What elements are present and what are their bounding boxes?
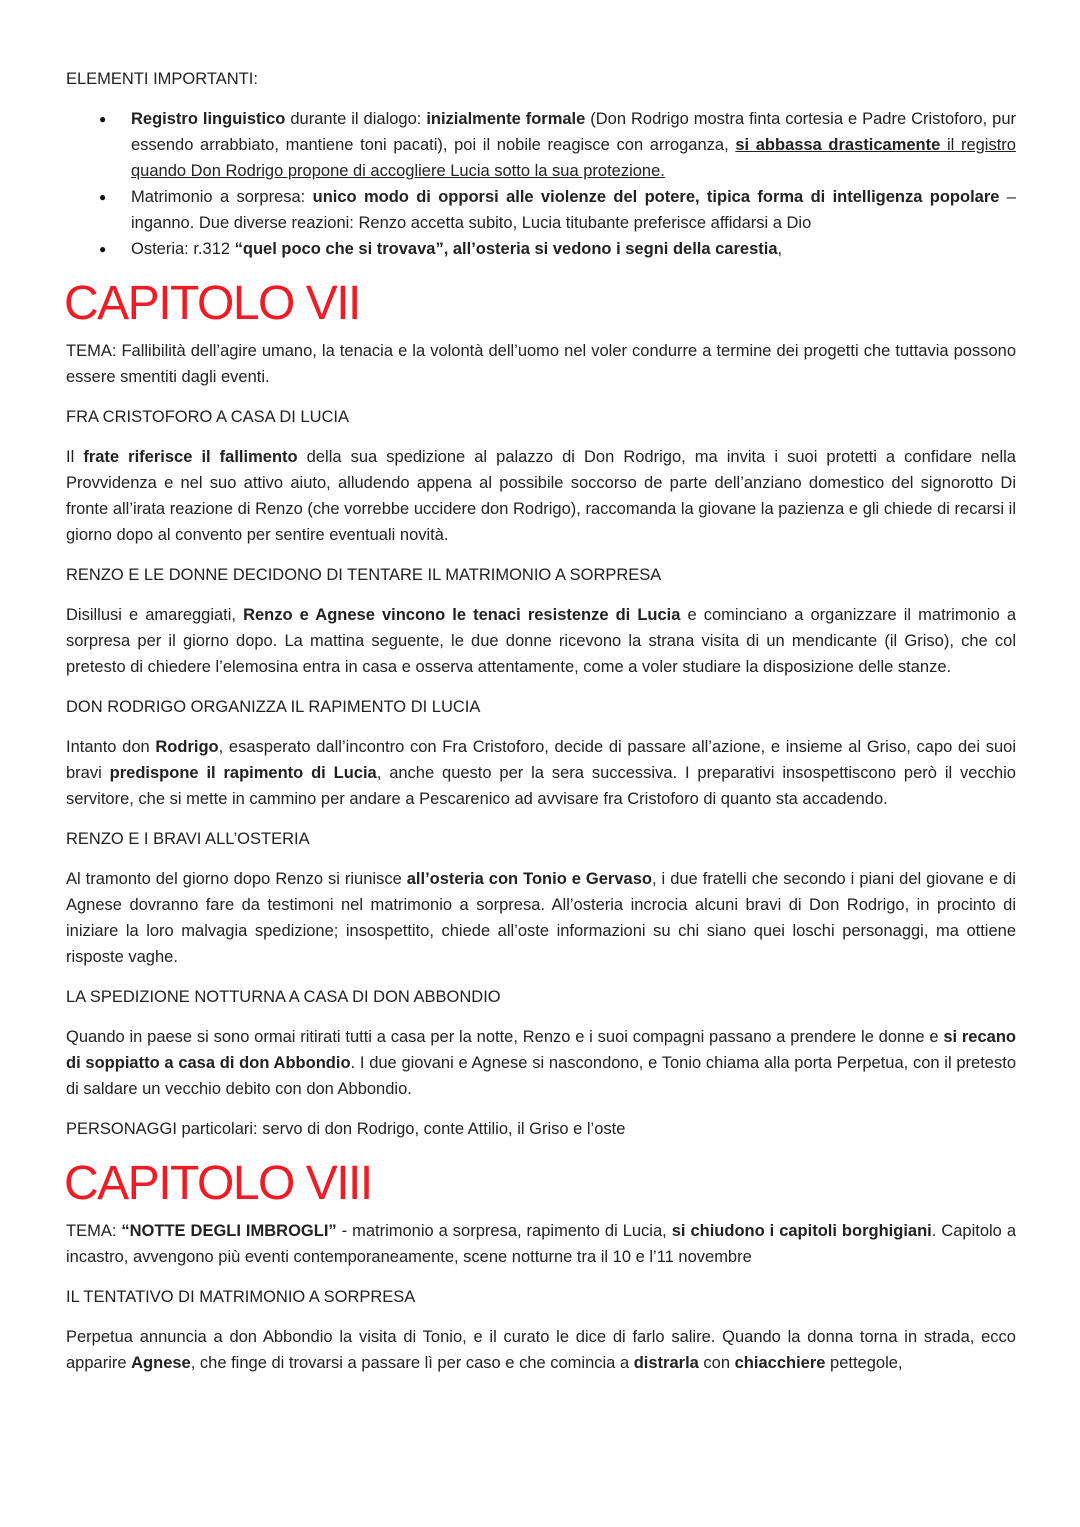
chapter-title: CAPITOLO VII <box>64 277 360 330</box>
text: – inganno. Due diverse reazioni: Renzo accetta subito, Lucia titubante preferisce affidarsi a Dio <box>131 188 1016 232</box>
text: durante il dialogo: <box>285 110 427 128</box>
chapter-title: CAPITOLO VIII <box>64 1157 372 1210</box>
text: Intanto don <box>66 738 156 756</box>
bold-text: Renzo e Agnese vincono le tenaci resistenze di Lucia <box>243 606 681 624</box>
text: e cominciano a organizzare il matrimonio a sorpresa per il giorno dopo. La mattina seguente, le due donne ricevono la strana visita di un mendicante (il Griso), che col pretesto di chiedere l’elemosina entra in casa e osserva attentamente, come a voler studiare la disposizione delle stanze. <box>66 606 1017 676</box>
list-item <box>131 184 1016 236</box>
bold-text: Registro linguistico <box>131 110 286 128</box>
bold-text: Agnese <box>131 1354 191 1372</box>
text: , che finge di trovarsi a passare lì per caso e che comincia a <box>190 1354 634 1372</box>
bold-text: si chiudono i capitoli borghigiani <box>671 1222 932 1240</box>
underlined-text: il registro quando Don Rodrigo propone di accogliere Lucia sotto la sua protezione. <box>131 136 1016 180</box>
paragraph <box>66 1324 1016 1376</box>
text: Disillusi e amareggiati, <box>66 606 244 624</box>
bold-text: si recano di soppiatto a casa di don Abbondio <box>66 1028 1016 1072</box>
paragraph <box>66 1024 1016 1102</box>
text: , <box>777 240 783 258</box>
text: TEMA: <box>66 1222 122 1240</box>
text: Il <box>66 448 84 466</box>
text: Perpetua annuncia a don Abbondio la visita di Tonio, e il curato le dice di farlo salire. Quando la donna torna in strada, ecco apparire <box>66 1328 1016 1372</box>
bold-text: “quel poco che si trovava”, all’osteria si vedono i segni della carestia <box>234 240 778 258</box>
bold-text: unico modo di opporsi alle violenze del potere, tipica forma di intelligenza popolare <box>312 188 1000 206</box>
bold-underlined-text: si abbassa drasticamente <box>735 136 941 154</box>
characters-note: PERSONAGGI particolari: servo di don Rodrigo, conte Attilio, il Griso e l’oste <box>66 1120 626 1138</box>
text: della sua spedizione al palazzo di Don Rodrigo, ma invita i suoi protetti a confidare nella Provvidenza e nel suo attivo aiuto, alludendo appena al possibile soccorso de parte dell’anziano domestico del signorotto Di fronte all’irata reazione di Renzo (che vorrebbe uccidere don Rodrigo), raccomanda la giovane la pazienza e gli chiede di recarsi il giorno dopo al convento per sentire eventuali novità. <box>66 448 1016 544</box>
text: (Don Rodrigo mostra finta cortesia e Padre Cristoforo, pur essendo arrabbiato, mantiene toni pacati), poi il nobile reagisce con arroganza, <box>131 110 1016 154</box>
text: Matrimonio a sorpresa: <box>131 188 313 206</box>
section-heading: RENZO E I BRAVI ALL’OSTERIA <box>66 830 310 848</box>
paragraph <box>66 866 1016 970</box>
section-heading: RENZO E LE DONNE DECIDONO DI TENTARE IL MATRIMONIO A SORPRESA <box>66 566 662 584</box>
text: , esasperato dall’incontro con Fra Cristoforo, decide di passare all’azione, e insieme al Griso, capo dei suoi bravi <box>66 738 1016 782</box>
section-heading: DON RODRIGO ORGANIZZA IL RAPIMENTO DI LUCIA <box>66 698 481 716</box>
bold-text: all’osteria con Tonio e Gervaso <box>406 870 652 888</box>
text: Quando in paese si sono ormai ritirati tutti a casa per la notte, Renzo e i suoi compagni passano a prendere le donne e <box>66 1028 944 1046</box>
section-heading: FRA CRISTOFORO A CASA DI LUCIA <box>66 408 350 426</box>
bold-text: chiacchiere <box>734 1354 826 1372</box>
bullet-list <box>66 106 1016 262</box>
list-item <box>131 106 1016 184</box>
section-heading: LA SPEDIZIONE NOTTURNA A CASA DI DON ABBONDIO <box>66 988 501 1006</box>
chapter-theme: TEMA: Fallibilità dell’agire umano, la tenacia e la volontà dell’uomo nel voler condurre a termine dei progetti che tuttavia possono essere smentiti dagli eventi. <box>66 342 1016 386</box>
paragraph <box>66 602 1016 680</box>
bold-text: predispone il rapimento di Lucia <box>109 764 377 782</box>
chapter-theme <box>66 1218 1016 1270</box>
text: Osteria: r.312 <box>131 240 235 258</box>
text: , i due fratelli che secondo i piani del giovane e di Agnese dovranno fare da testimoni nel matrimonio a sorpresa. All’osteria incrocia alcuni bravi di Don Rodrigo, in procinto di iniziare la loro malvagia spedizione; insospettito, chiede all’oste informazioni su chi siano quei loschi personaggi, ma ottiene risposte vaghe. <box>66 870 1016 966</box>
text: con <box>698 1354 735 1372</box>
bold-text: Rodrigo <box>155 738 219 756</box>
text: . I due giovani e Agnese si nascondono, e Tonio chiama alla porta Perpetua, con il pretesto di saldare un vecchio debito con don Abbondio. <box>66 1054 1016 1098</box>
bold-text: distrarla <box>633 1354 699 1372</box>
bold-text: inizialmente formale <box>426 110 586 128</box>
paragraph <box>66 734 1016 812</box>
text: . Capitolo a incastro, avvengono più eventi contemporaneamente, scene notturne tra il 10 e l’11 novembre <box>66 1222 1017 1266</box>
list-item <box>131 236 1016 262</box>
text: pettegole, <box>825 1354 903 1372</box>
text: - matrimonio a sorpresa, rapimento di Lucia, <box>336 1222 672 1240</box>
bold-text: frate riferisce il fallimento <box>83 448 298 466</box>
paragraph <box>66 444 1016 548</box>
section-label: ELEMENTI IMPORTANTI: <box>66 70 258 88</box>
text: , anche questo per la sera successiva. I preparativi insospettiscono però il vecchio servitore, che si mette in cammino per andare a Pescarenico ad avvisare fra Cristoforo di quanto sta accadendo. <box>66 764 1016 808</box>
bold-text: “NOTTE DEGLI IMBROGLI” <box>121 1222 337 1240</box>
section-heading: IL TENTATIVO DI MATRIMONIO A SORPRESA <box>66 1288 416 1306</box>
text: Al tramonto del giorno dopo Renzo si riunisce <box>66 870 407 888</box>
